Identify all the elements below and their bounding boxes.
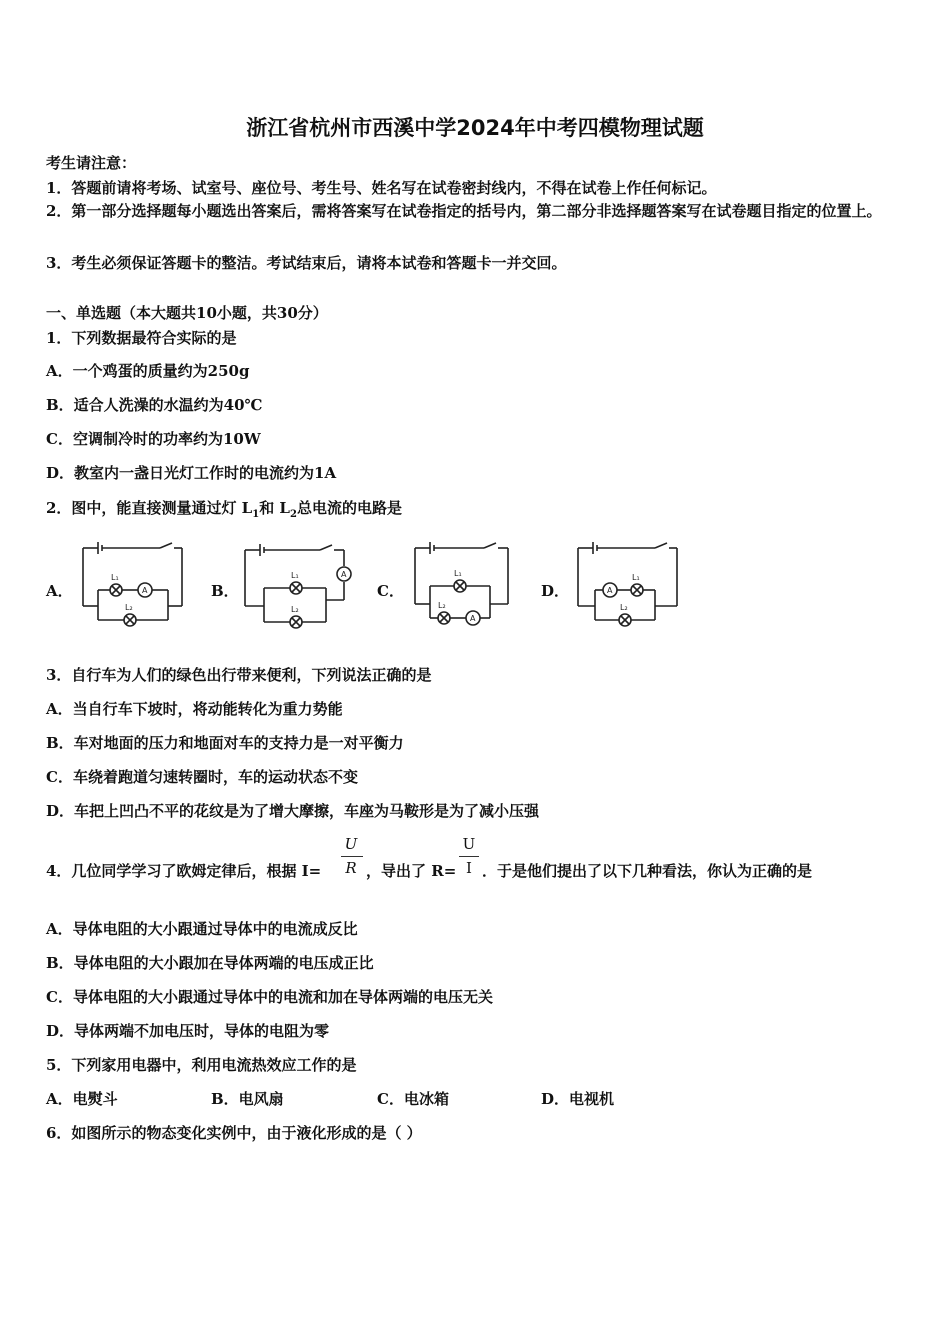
q2-label-a: A． [46,582,73,600]
circuit-c-l2-label: L₂ [438,601,446,610]
circuit-c-l1-label: L₁ [454,569,462,578]
circuit-b-diagram [240,538,355,633]
q1-option-a: A．一个鸡蛋的质量约为250g [46,362,250,380]
notice-item-1: 1．答题前请将考场、试室号、座位号、考生号、姓名写在试卷密封线内，不得在试卷上作任何标记。 [46,179,717,197]
circuit-c-ammeter-label: A [470,614,476,623]
notice-item-2: 2．第一部分选择题每小题选出答案后，需将答案写在试卷指定的括号内，第二部分非选择题答案写在试卷题目指定的位置上。 [46,202,882,220]
circuit-b-l2-label: L₂ [291,605,299,614]
q4-option-b: B．导体电阻的大小跟加在导体两端的电压成正比 [46,954,374,972]
circuit-d-l2-label: L₂ [620,603,628,612]
circuit-d-l1-label: L₁ [632,573,640,582]
notice-heading: 考生请注意： [46,154,137,172]
notice-item-3: 3．考生必须保证答题卡的整洁。考试结束后，请将本试卷和答题卡一并交回。 [46,254,567,272]
circuit-a-l2-label: L₂ [125,603,133,612]
q2-stem: 2．图中，能直接测量通过灯 $L_1$和 $L_2$总电流的电路是 [46,499,402,520]
q4-stem-part1: 4．几位同学学习了欧姆定律后，根据 I= [46,862,322,880]
circuit-c-diagram [410,536,520,634]
circuit-a-l1-label: L₁ [111,573,119,582]
q5-stem: 5．下列家用电器中，利用电流热效应工作的是 [46,1056,357,1074]
q4-stem-part2: ，导出了 R= [366,862,457,880]
page-title: 浙江省杭州市西溪中学2024年中考四模物理试题 [246,116,704,140]
q4-frac1-denominator: R [345,859,357,877]
q4-frac2-denominator: I [466,859,472,877]
q5-option-b: B．电风扇 [211,1090,284,1108]
circuit-a-ammeter-label: A [142,586,148,595]
section-heading: 一、单选题（本大题共10小题，共30分） [46,304,328,322]
q3-stem: 3．自行车为人们的绿色出行带来便利，下列说法正确的是 [46,666,432,684]
circuit-b-l1-label: L₁ [291,571,299,580]
q5-option-a: A．电熨斗 [46,1090,118,1108]
q1-stem: 1．下列数据最符合实际的是 [46,329,237,347]
circuit-d-ammeter-label: A [607,586,613,595]
q1-option-c: C．空调制冷时的功率约为10W [46,430,261,448]
q3-option-c: C．车绕着跑道匀速转圈时，车的运动状态不变 [46,768,358,786]
circuit-a-diagram [78,538,188,630]
q5-option-d: D．电视机 [541,1090,615,1108]
q3-option-d: D．车把上凹凸不平的花纹是为了增大摩擦，车座为马鞍形是为了减小压强 [46,802,540,820]
q2-label-d: D． [541,582,570,600]
q3-option-b: B．车对地面的压力和地面对车的支持力是一对平衡力 [46,734,404,752]
q4-stem-part3: ．于是他们提出了以下几种看法，你认为正确的是 [482,862,813,880]
q4-option-c: C．导体电阻的大小跟通过导体中的电流和加在导体两端的电压无关 [46,988,493,1006]
q4-frac1-bar [341,856,363,857]
q4-option-d: D．导体两端不加电压时，导体的电阻为零 [46,1022,330,1040]
q4-frac2-numerator: U [462,835,476,853]
circuit-b-ammeter-label: A [341,570,347,579]
q2-label-c: C． [377,582,404,600]
q5-option-c: C．电冰箱 [377,1090,449,1108]
q4-frac1-numerator: U [344,835,358,853]
q4-option-a: A．导体电阻的大小跟通过导体中的电流成反比 [46,920,358,938]
q3-option-a: A．当自行车下坡时，将动能转化为重力势能 [46,700,343,718]
q4-frac2-bar [459,856,479,857]
q1-option-d: D．教室内一盏日光灯工作时的电流约为1A [46,464,337,482]
q1-option-b: B．适合人洗澡的水温约为40℃ [46,396,263,414]
q6-stem: 6．如图所示的物态变化实例中，由于液化形成的是（ ） [46,1124,422,1142]
circuit-d-diagram [573,538,685,630]
q2-label-b: B． [211,582,239,600]
